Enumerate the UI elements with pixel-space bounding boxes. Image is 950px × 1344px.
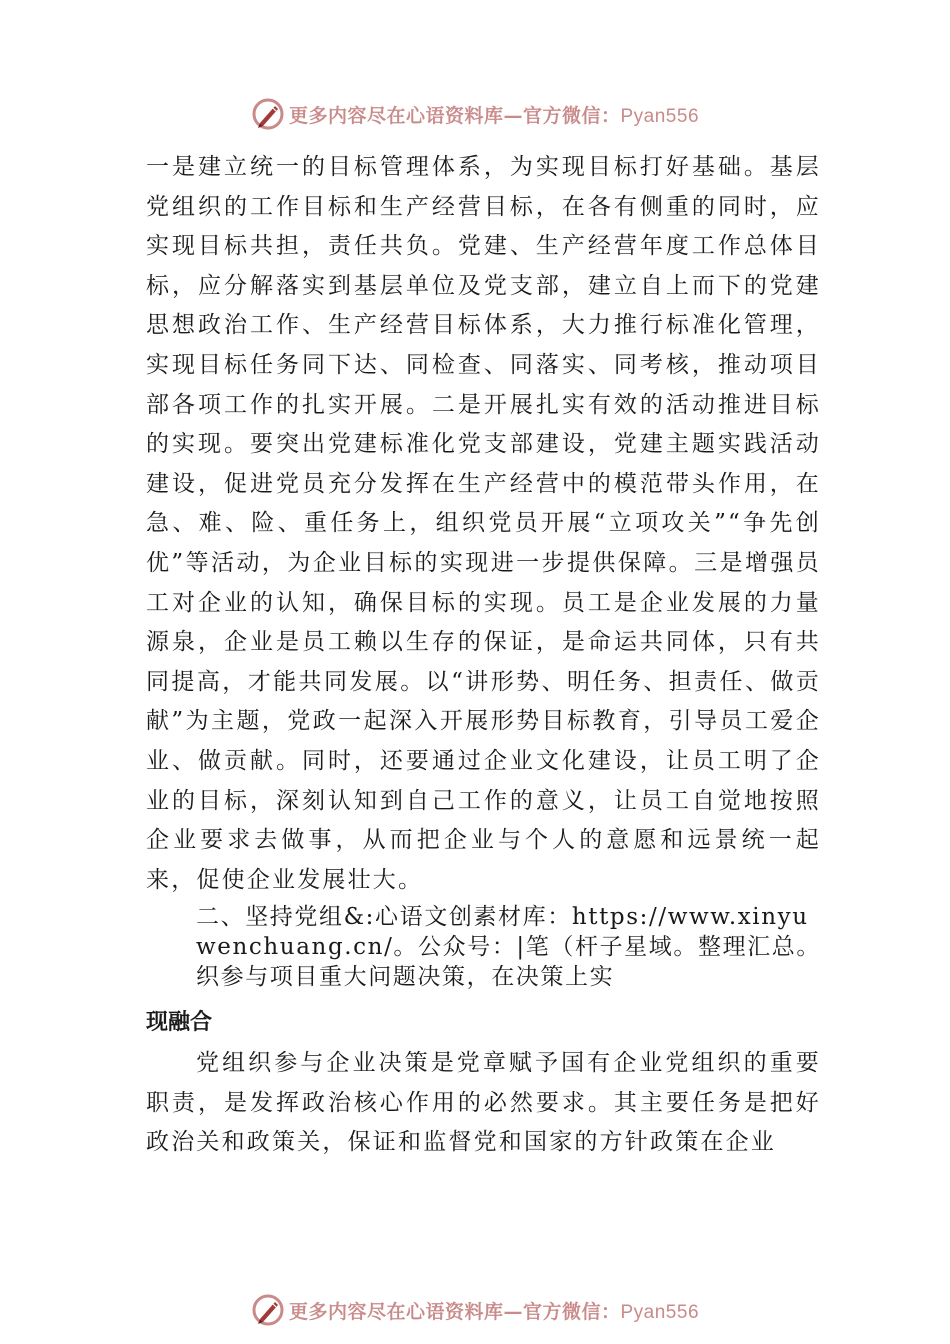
banner-text: [289, 1297, 699, 1324]
body-paragraph-2: 党组织参与企业决策是党章赋予国有企业党组织的重要职责，是发挥政治核心作用的必然要求。其主要任务是把好政治关和政策关，保证和监督党和国家的方针政策在企业: [146, 1050, 821, 1156]
section-heading: 二、坚持党组&:心语文创素材库：https://www.xinyuwenchuang.cn/。公众号：|笔（杆子星域。整理汇总。织参与项目重大问题决策，在决策上实: [196, 904, 821, 990]
wechat-id: Pyan556: [620, 1301, 700, 1323]
banner-title: 更多内容尽在心语资料库—官方微信：: [288, 1300, 621, 1323]
section-heading-continuation: 现融合: [146, 1010, 213, 1035]
banner-text: [289, 101, 699, 128]
pen-circle-logo-icon: [251, 1293, 285, 1327]
header-banner: [0, 94, 950, 134]
footer-banner: [0, 1290, 950, 1330]
banner-title: 更多内容尽在心语资料库—官方微信：: [288, 104, 621, 127]
body-paragraph-1: 一是建立统一的目标管理体系，为实现目标打好基础。基层党组织的工作目标和生产经营目标，在各有侧重的同时，应实现目标共担，责任共负。党建、生产经营年度工作总体目标，应分解落实到基层单位及党支部，建立自上而下的党建思想政治工作、生产经营目标体系，大力推行标准化管理，实现目标任务同下达、同检查、同落实、同考核，推动项目部各项工作的扎实开展。二是开展扎实有效的活动推进目标的实现。要突出党建标准化党支部建设，党建主题实践活动建设，促进党员充分发挥在生产经营中的模范带头作用，在急、难、险、重任务上，组织党员开展“立项攻关”“争先创优”等活动，为企业目标的实现进一步提供保障。三是增强员工对企业的认知，确保目标的实现。员工是企业发展的力量源泉，企业是员工赖以生存的保证，是命运共同体，只有共同提高，才能共同发展。以“讲形势、明任务、担责任、做贡献”为主题，党政一起深入开展形势目标教育，引导员工爱企业、做贡献。同时，还要通过企业文化建设，让员工明了企业的目标，深刻认知到自己工作的意义，让员工自觉地按照企业要求去做事，从而把企业与个人的意愿和远景统一起来，促使企业发展壮大。: [146, 154, 821, 893]
pen-circle-logo-icon: [251, 97, 285, 131]
wechat-id: Pyan556: [620, 105, 700, 127]
